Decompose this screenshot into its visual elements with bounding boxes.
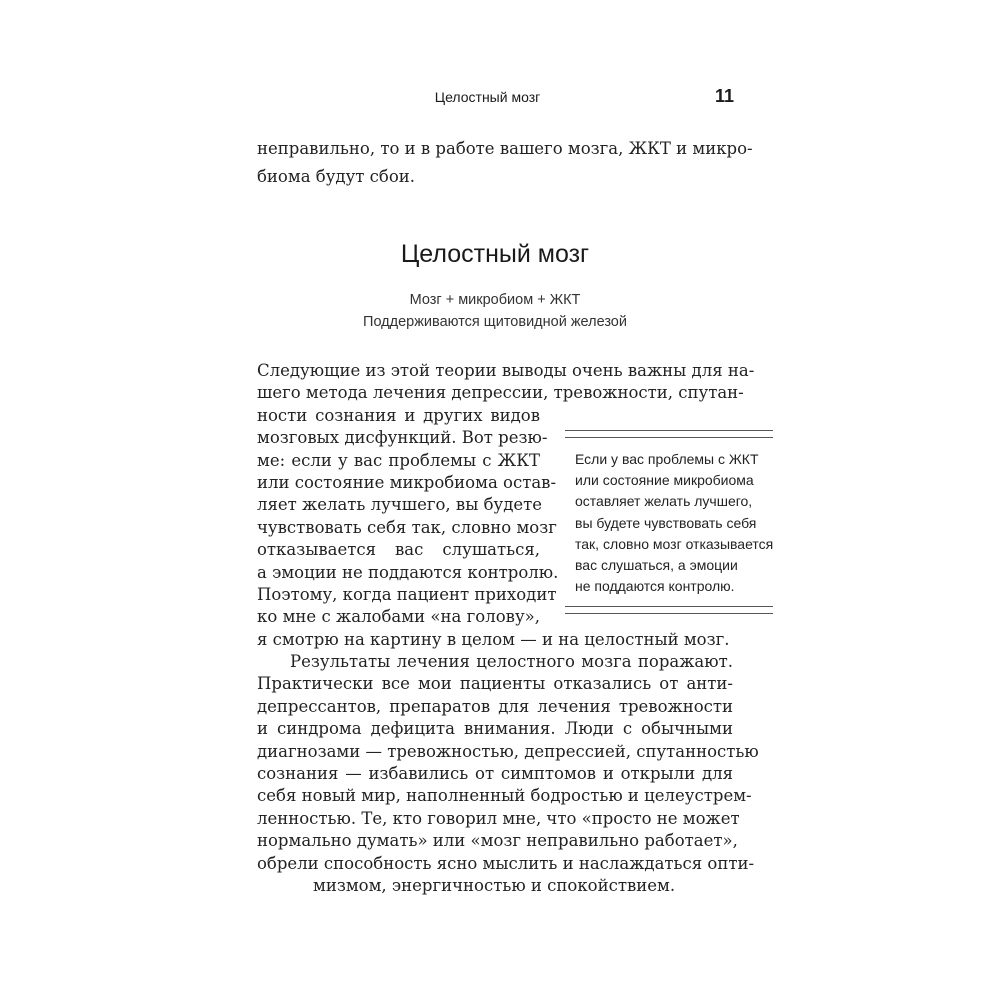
top-paragraph (257, 135, 753, 191)
section-subtitle: Мозг + микробиом + ЖКТ (409, 292, 581, 308)
text-line: чувствовать себя так, словно мозг (257, 517, 557, 537)
page-number: 11 (715, 86, 735, 106)
text-line: депрессантов, препаратов для лечения тревожности (257, 696, 733, 716)
text-line: шего метода лечения депрессии, тревожности, спутан- (257, 383, 744, 403)
text-line: ме: если у вас проблемы с ЖКТ (257, 450, 540, 470)
text-line: я смотрю на картину в целом — и на целостный мозг. (257, 629, 730, 649)
running-header-title: Целостный мозг (434, 89, 541, 105)
text-line: ко мне с жалобами «на голову», (257, 607, 540, 627)
quote-line: вас слушаться, а эмоции (575, 557, 738, 574)
text-line: ляет желать лучшего, вы будете (257, 495, 543, 515)
text-line: мизмом, энергичностью и спокойствием. (313, 875, 676, 895)
text-line: или состояние микробиома остав- (257, 472, 557, 492)
text-line: неправильно, то и в работе вашего мозга, ЖКТ и микро- (257, 139, 753, 158)
text-line: диагнозами — тревожностью, депрессией, спутанностью (257, 741, 759, 761)
text-line: ности сознания и других видов (257, 405, 540, 425)
section-heading: Целостный мозг (400, 240, 590, 268)
text-line: отказывается вас слушаться, (257, 540, 540, 560)
text-line: и синдрома дефицита внимания. Люди с обычными (257, 719, 733, 739)
quote-line: оставляет желать лучшего, (575, 493, 753, 510)
divider-top (565, 430, 773, 438)
quote-line: вы будете чувствовать себя (575, 514, 757, 531)
quote-line: или состояние микробиома (575, 472, 754, 489)
text-line: Поэтому, когда пациент приходит (257, 584, 557, 604)
text-line: Практически все мои пациенты отказались от анти- (257, 674, 733, 694)
text-line: а эмоции не поддаются контролю. (257, 562, 559, 582)
text-line: себя новый мир, наполненный бодростью и целеустрем- (257, 786, 752, 806)
text-line: ленностью. Те, кто говорил мне, что «просто не может (257, 808, 740, 828)
pull-quote (565, 430, 773, 614)
quote-line: Если у вас проблемы с ЖКТ (575, 451, 759, 467)
text-line: обрели способность ясно мыслить и наслаждаться опти- (257, 853, 755, 873)
text-line: Следующие из этой теории выводы очень важны для на- (257, 361, 755, 380)
quote-line: не поддаются контролю. (575, 578, 735, 595)
text-line: Результаты лечения целостного мозга поражают. (290, 652, 733, 672)
quote-line: так, словно мозг отказывается (575, 535, 774, 552)
text-line: мозговых дисфункций. Вот резю- (257, 428, 548, 448)
text-line: сознания — избавились от симптомов и открыли для (257, 764, 733, 784)
text-line: биома будут сбои. (257, 167, 416, 186)
text-line: нормально думать» или «мозг неправильно работает», (257, 831, 738, 851)
section-subtitle: Поддерживаются щитовидной железой (363, 314, 627, 330)
divider-bottom (565, 606, 773, 614)
